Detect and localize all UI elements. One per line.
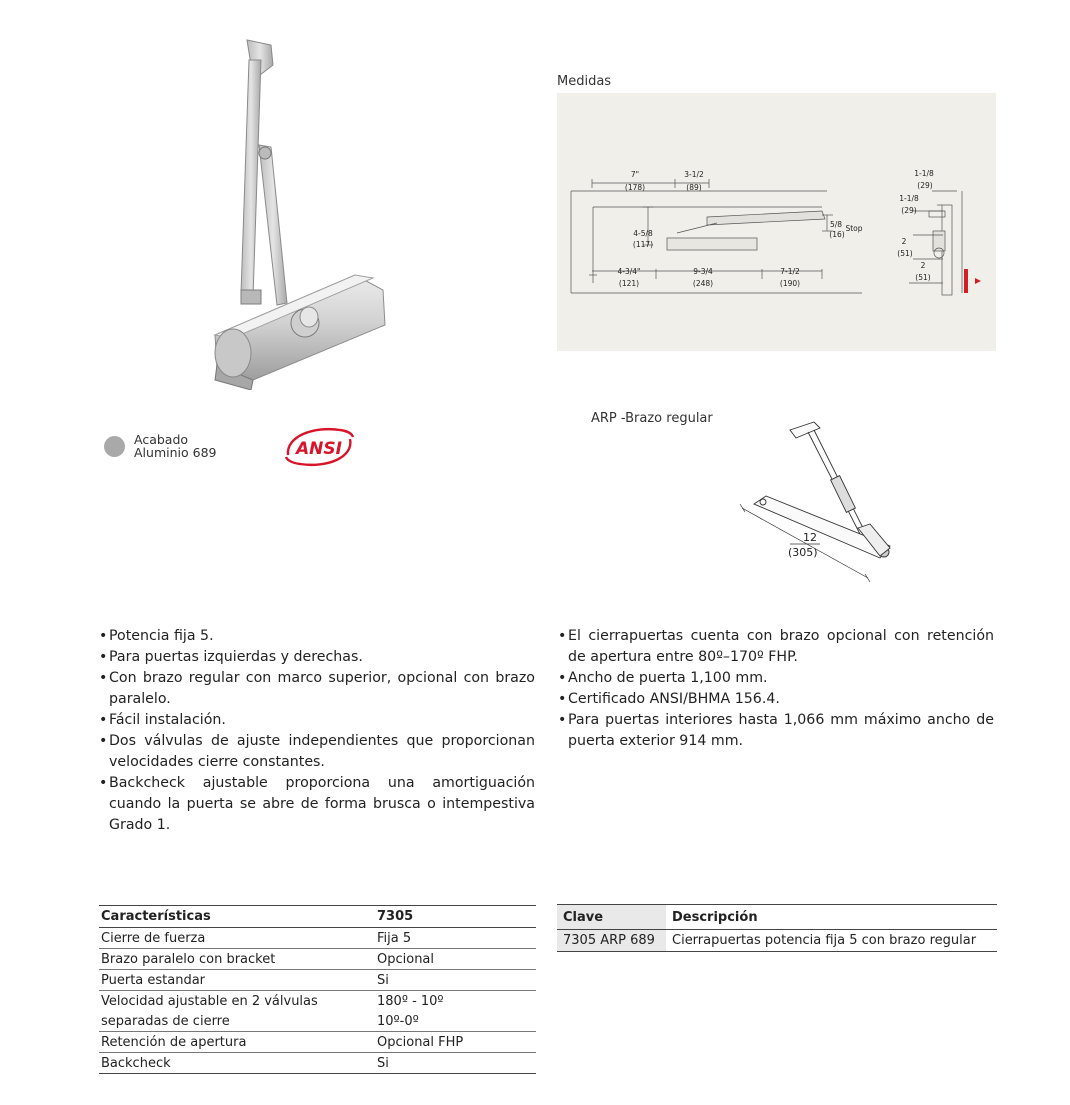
table-cell: Opcional xyxy=(375,949,536,970)
list-item: • Certificado ANSI/BHMA 156.4. xyxy=(558,689,994,710)
features-list-left xyxy=(99,626,535,836)
list-item: • Dos válvulas de ajuste independientes que proporcionan velocidades cierre constantes. xyxy=(99,731,535,773)
table-row xyxy=(99,1011,536,1032)
dim-label: 7" xyxy=(630,170,640,179)
table-header-cell: 7305 xyxy=(375,906,536,928)
table-cell: 180º - 10º xyxy=(377,993,444,1009)
dim-label: (51) xyxy=(915,273,931,282)
dim-label: (190) xyxy=(779,279,801,288)
table-cell: Si xyxy=(375,970,536,991)
table-header-row xyxy=(557,905,997,930)
dim-label: (51) xyxy=(897,249,913,258)
regular-arm-drawing xyxy=(730,418,910,588)
dim-label: 2 xyxy=(920,261,926,270)
product-key-table xyxy=(557,904,997,952)
arm-dim-mm: (305) xyxy=(788,546,818,559)
table-row xyxy=(99,949,536,970)
table-row xyxy=(99,1032,536,1053)
dimensions-diagram xyxy=(557,93,996,351)
table-cell: 7305 ARP 689 xyxy=(557,930,666,952)
dim-label: (16) xyxy=(829,230,845,239)
table-cell: Puerta estandar xyxy=(99,970,375,991)
dim-label: (178) xyxy=(624,183,646,192)
arm-type-label: ARP -Brazo regular xyxy=(591,411,713,426)
list-item: • Con brazo regular con marco superior, opcional con brazo paralelo. xyxy=(99,668,535,710)
arm-dim-inches: 12 xyxy=(803,531,817,544)
dim-label: 5/8 xyxy=(829,220,843,229)
table-cell: Opcional FHP xyxy=(375,1032,536,1053)
table-header-cell: Características xyxy=(99,906,375,928)
measurements-label: Medidas xyxy=(557,74,612,89)
ansi-logo-text: ANSI xyxy=(296,439,342,459)
table-cell: Cierre de fuerza xyxy=(99,928,375,949)
dim-label: (248) xyxy=(692,279,714,288)
list-item: • Backcheck ajustable proporciona una amortiguación cuando la puerta se abre de forma brusca o intempestiva Grado 1. xyxy=(99,773,535,836)
table-cell: Retención de apertura xyxy=(99,1032,375,1053)
finish-color-swatch xyxy=(104,436,125,457)
finish-line-2: Aluminio 689 xyxy=(134,445,217,460)
dim-label: (117) xyxy=(632,240,654,249)
dim-label: 1-1/8 xyxy=(914,169,934,178)
table-cell: Fija 5 xyxy=(375,928,536,949)
list-item: • Para puertas izquierdas y derechas. xyxy=(99,647,535,668)
table-row xyxy=(99,970,536,991)
table-row xyxy=(99,928,536,949)
dim-label: (29) xyxy=(917,181,933,190)
table-cell: separadas de cierre xyxy=(99,1011,375,1032)
specifications-table xyxy=(99,905,536,1074)
finish-line-1: Acabado xyxy=(134,432,189,447)
list-item: • Fácil instalación. xyxy=(99,710,535,731)
table-header-row xyxy=(99,906,536,928)
table-cell: Backcheck xyxy=(99,1053,375,1074)
dim-label: 4-3/4" xyxy=(617,267,641,276)
dim-label: (89) xyxy=(686,183,702,192)
dim-label: 7-1/2 xyxy=(780,267,800,276)
table-cell: 10º-0º xyxy=(375,1011,536,1032)
finish-label xyxy=(134,433,216,459)
list-item: • Ancho de puerta 1,100 mm. xyxy=(558,668,994,689)
features-list-right xyxy=(558,626,994,752)
dim-label: (29) xyxy=(901,206,917,215)
table-cell: Velocidad ajustable en 2 válvulas xyxy=(101,993,318,1009)
list-item: • Para puertas interiores hasta 1,066 mm máximo ancho de puerta exterior 914 mm. xyxy=(558,710,994,752)
dim-label: 3-1/2 xyxy=(684,170,704,179)
table-cell: Si xyxy=(375,1053,536,1074)
ansi-logo xyxy=(282,424,356,470)
list-item: • Potencia fija 5. xyxy=(99,626,535,647)
dim-label: Stop xyxy=(845,224,863,233)
dim-label: 2 xyxy=(901,237,907,246)
table-cell: Brazo paralelo con bracket xyxy=(99,949,375,970)
table-header-cell: Descripción xyxy=(666,905,997,930)
dim-label: (121) xyxy=(618,279,640,288)
table-row xyxy=(99,1053,536,1074)
table-cell: Cierrapuertas potencia fija 5 con brazo regular xyxy=(666,930,997,952)
dim-label: 1-1/8 xyxy=(899,194,919,203)
door-closer-image xyxy=(205,35,405,390)
dim-label: 4-5/8 xyxy=(633,229,653,238)
dim-label: 9-3/4 xyxy=(693,267,713,276)
table-row xyxy=(557,930,997,952)
table-header-cell: Clave xyxy=(557,905,666,930)
table-row xyxy=(99,991,536,1012)
list-item: • El cierrapuertas cuenta con brazo opcional con retención de apertura entre 80º–170º FHP. xyxy=(558,626,994,668)
